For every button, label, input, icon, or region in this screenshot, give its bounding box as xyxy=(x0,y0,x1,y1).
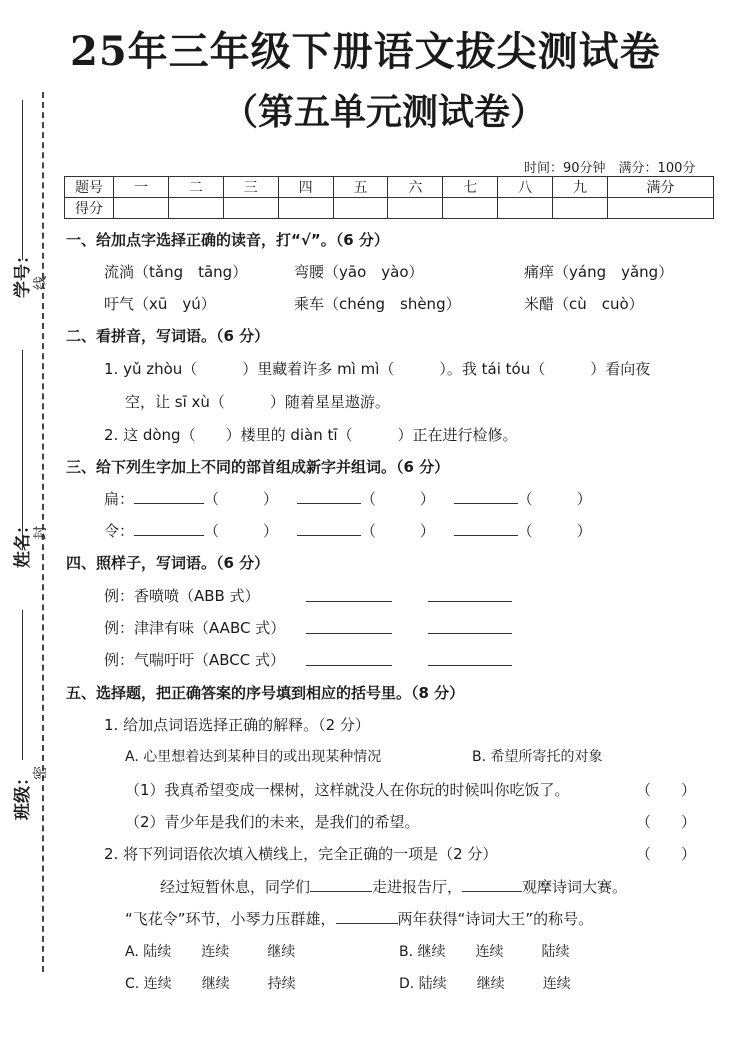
s5-passage-line-1: 经过短暂休息，同学们 走进报告厅， 观摩诗词大赛。 xyxy=(160,878,628,896)
seal-mi: 密 xyxy=(33,766,49,780)
answer-blank[interactable] xyxy=(454,489,518,504)
answer-blank[interactable] xyxy=(428,633,512,634)
s1-item[interactable]: 痛痒（yáng yǎng） xyxy=(524,263,674,281)
answer-blank[interactable] xyxy=(462,877,522,892)
xuehao-label: 学号： xyxy=(13,247,33,298)
score-header-cell: 七 xyxy=(443,177,498,198)
s5-choice-a[interactable]: A. 陆续 连续 继续 xyxy=(125,944,296,960)
answer-paren[interactable]: （ ） xyxy=(636,845,697,863)
xingming-label: 姓名： xyxy=(13,517,33,568)
s5-question-2: 2. 将下列词语依次填入横线上，完全正确的一项是（2 分） xyxy=(104,845,498,863)
score-cell[interactable] xyxy=(553,198,608,219)
score-cell[interactable] xyxy=(388,198,443,219)
page-title: 25年三年级下册语文拔尖测试卷 xyxy=(70,28,661,75)
score-row-label: 得分 xyxy=(65,198,114,219)
s3-char: 扁： xyxy=(104,490,135,508)
s5-option-a: A. 心里想着达到某种目的或出现某种情况 xyxy=(125,749,382,765)
s3-row-1[interactable] xyxy=(104,488,592,509)
section-1-heading: 一、给加点字选择正确的读音，打“√”。（6 分） xyxy=(66,231,389,249)
section-2-heading: 二、看拼音，写词语。（6 分） xyxy=(66,327,270,345)
s1-item[interactable]: 吁气（xū yú） xyxy=(104,295,216,313)
score-header-cell: 满分 xyxy=(607,177,713,198)
s1-item[interactable]: 弯腰（yāo yào） xyxy=(294,263,424,281)
answer-blank[interactable] xyxy=(336,909,398,924)
s1-item[interactable]: 流淌（tǎng tāng） xyxy=(104,263,248,281)
paren-open: （ xyxy=(360,490,376,508)
paren-close: ） xyxy=(419,490,435,508)
answer-blank[interactable] xyxy=(306,665,392,666)
score-header-cell: 九 xyxy=(553,177,608,198)
answer-blank[interactable] xyxy=(454,521,518,536)
paren-open: （ xyxy=(204,490,220,508)
s5-choice-c[interactable]: C. 连续 继续 持续 xyxy=(125,976,296,992)
page-subtitle: （第五单元测试卷） xyxy=(222,91,547,133)
score-cell[interactable] xyxy=(333,198,388,219)
score-table xyxy=(64,176,714,219)
s1-item[interactable]: 乘车（chéng shèng） xyxy=(294,295,461,313)
paren-open: （ xyxy=(517,522,533,540)
s2-line[interactable]: 1. yǔ zhòu（ ）里藏着许多 mì mì（ ）。我 tái tóu（ ）看向夜 xyxy=(104,360,651,378)
answer-blank[interactable] xyxy=(134,521,204,536)
paren-open: （ xyxy=(360,522,376,540)
seal-xian: 线 xyxy=(33,276,49,290)
score-cell[interactable] xyxy=(114,198,169,219)
s2-line[interactable]: 空，让 sī xù（ ）随着星星遨游。 xyxy=(125,393,390,411)
answer-blank[interactable] xyxy=(306,633,392,634)
s5-option-b: B. 希望所寄托的对象 xyxy=(472,749,603,765)
s4-example: 例：气喘吁吁（ABCC 式） xyxy=(104,651,286,669)
banji-label: 班级： xyxy=(13,769,33,820)
score-header-cell: 一 xyxy=(114,177,169,198)
paren-close: ） xyxy=(419,522,435,540)
score-header-cell: 八 xyxy=(498,177,553,198)
s5-sentence-2: （2）青少年是我们的未来，是我们的希望。 xyxy=(125,813,420,831)
s5-choice-b[interactable]: B. 继续 连续 陆续 xyxy=(399,944,570,960)
paren-open: （ xyxy=(517,490,533,508)
score-header-cell: 六 xyxy=(388,177,443,198)
score-header-cell: 二 xyxy=(168,177,223,198)
answer-paren[interactable]: （ ） xyxy=(636,813,697,831)
paren-close: ） xyxy=(263,522,279,540)
answer-blank[interactable] xyxy=(306,601,392,602)
score-cell[interactable] xyxy=(223,198,278,219)
paren-close: ） xyxy=(263,490,279,508)
s5-question-1: 1. 给加点词语选择正确的解释。（2 分） xyxy=(104,716,370,734)
paren-open: （ xyxy=(204,522,220,540)
banji-line xyxy=(22,610,23,760)
answer-blank[interactable] xyxy=(428,601,512,602)
score-header-cell: 三 xyxy=(223,177,278,198)
section-3-heading: 三、给下列生字加上不同的部首组成新字并组词。（6 分） xyxy=(66,458,450,476)
s4-example: 例：香喷喷（ABB 式） xyxy=(104,587,260,605)
s4-example: 例：津津有味（AABC 式） xyxy=(104,619,286,637)
answer-blank[interactable] xyxy=(134,489,204,504)
s2-line[interactable]: 2. 这 dòng（ ）楼里的 diàn tī（ ）正在进行检修。 xyxy=(104,426,518,444)
answer-blank[interactable] xyxy=(297,489,361,504)
score-cell[interactable] xyxy=(168,198,223,219)
s1-item[interactable]: 米醋（cù cuò） xyxy=(524,295,644,313)
s5-passage-line-2: “飞花令”环节，小琴力压群雄， 两年获得“诗词大王”的称号。 xyxy=(125,910,594,928)
s5-choice-d[interactable]: D. 陆续 继续 连续 xyxy=(399,976,571,992)
score-cell[interactable] xyxy=(607,198,713,219)
section-5-heading: 五、选择题，把正确答案的序号填到相应的括号里。（8 分） xyxy=(66,684,465,702)
score-cell[interactable] xyxy=(498,198,553,219)
xuehao-line xyxy=(22,100,23,260)
s3-char: 令： xyxy=(104,522,135,540)
score-header-cell: 四 xyxy=(278,177,333,198)
score-cell[interactable] xyxy=(443,198,498,219)
paren-close: ） xyxy=(576,522,592,540)
score-cell[interactable] xyxy=(278,198,333,219)
answer-blank[interactable] xyxy=(428,665,512,666)
answer-paren[interactable]: （ ） xyxy=(636,781,697,799)
time-info: 时间：90分钟 满分：100分 xyxy=(524,161,696,176)
score-header-cell: 五 xyxy=(333,177,388,198)
paren-close: ） xyxy=(576,490,592,508)
s5-sentence-1: （1）我真希望变成一棵树，这样就没人在你玩的时候叫你吃饭了。 xyxy=(125,781,570,799)
section-4-heading: 四、照样子，写词语。（6 分） xyxy=(66,554,270,572)
answer-blank[interactable] xyxy=(310,877,372,892)
answer-blank[interactable] xyxy=(297,521,361,536)
s3-row-2[interactable] xyxy=(104,520,592,541)
seal-feng: 封 xyxy=(33,526,49,540)
score-header-cell: 题号 xyxy=(65,177,114,198)
